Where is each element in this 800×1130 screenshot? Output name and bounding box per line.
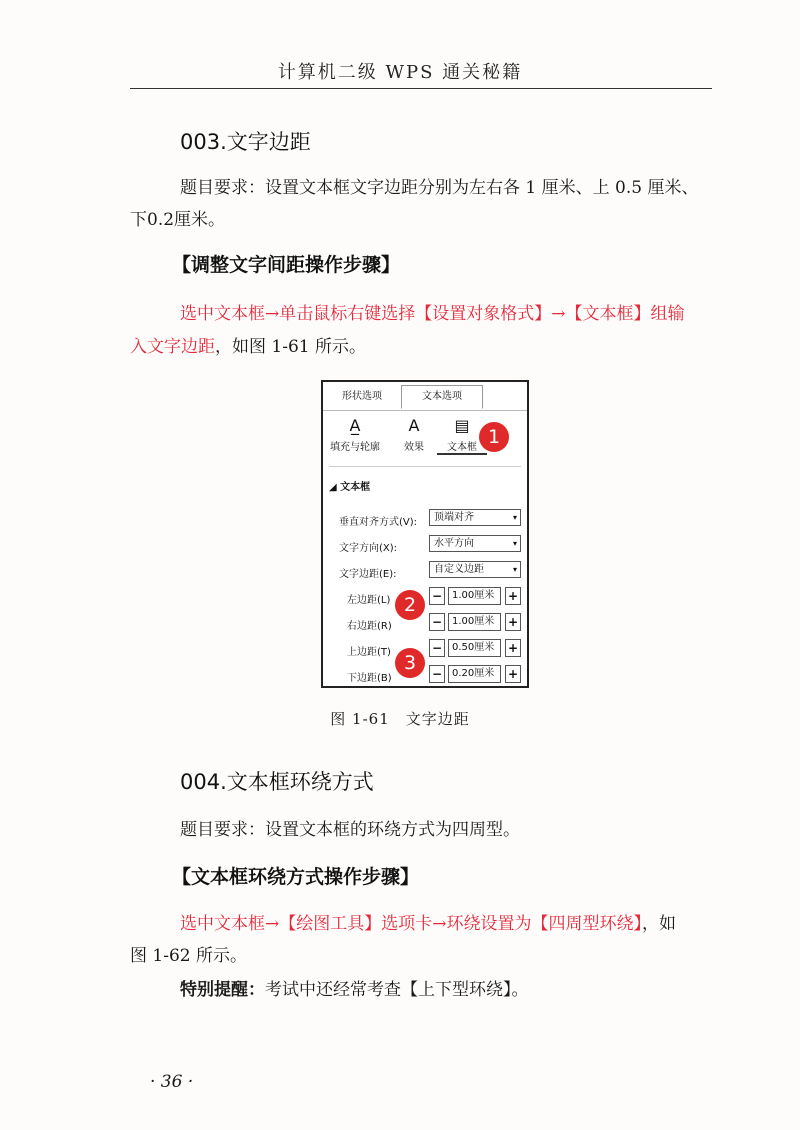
decrement-button[interactable]: − <box>429 613 445 631</box>
section-heading-004: 004.文本框环绕方式 <box>180 770 374 794</box>
increment-button[interactable]: + <box>505 639 521 657</box>
step-badge-1: 1 <box>479 422 509 452</box>
chevron-down-icon: ▾ <box>512 565 517 574</box>
icon-tab-label: 填充与轮廓 <box>330 442 380 453</box>
decrement-button[interactable]: − <box>429 587 445 605</box>
bottom-margin-input[interactable]: 0.20厘米 <box>448 665 501 683</box>
decrement-button[interactable]: − <box>429 665 445 683</box>
right-margin-stepper[interactable] <box>429 613 521 631</box>
step-badge-2: 2 <box>395 590 425 620</box>
vertical-align-select[interactable] <box>429 509 521 526</box>
decrement-button[interactable]: − <box>429 639 445 657</box>
textbox-icon: ▤ <box>454 416 470 435</box>
steps-004-line-2: 图 1-62 所示。 <box>130 946 247 966</box>
special-tip-label: 特别提醒： <box>180 980 265 1000</box>
top-margin-input[interactable]: 0.50厘米 <box>448 639 501 657</box>
increment-button[interactable]: + <box>505 613 521 631</box>
chevron-down-icon: ▾ <box>512 513 517 522</box>
requirement-line-2: 下0.2厘米。 <box>130 210 226 230</box>
header-rule <box>130 88 712 89</box>
running-header: 计算机二级 WPS 通关秘籍 <box>277 62 523 83</box>
steps-004-line-1-red: 选中文本框→【绘图工具】选项卡→环绕设置为【四周型环绕】 <box>180 914 642 934</box>
step-badge-3: 3 <box>395 648 425 678</box>
section-heading-003: 003.文字边距 <box>180 130 311 154</box>
special-tip-text: 考试中还经常考查【上下型环绕】。 <box>265 980 529 1000</box>
textbox-section-title[interactable]: ◢ 文本框 <box>329 482 371 493</box>
left-margin-input[interactable]: 1.00厘米 <box>448 587 501 605</box>
chevron-down-icon: ▾ <box>512 539 517 548</box>
top-margin-label: 上边距(T) <box>347 647 391 658</box>
right-margin-input[interactable]: 1.00厘米 <box>448 613 501 631</box>
top-margin-stepper[interactable] <box>429 639 521 657</box>
format-object-panel-screenshot <box>321 380 529 688</box>
right-margin-label: 右边距(R) <box>347 621 392 632</box>
steps-line-1: 选中文本框→单击鼠标右键选择【设置对象格式】→【文本框】组输 <box>180 304 685 324</box>
requirement-004: 题目要求：设置文本框的环绕方式为四周型。 <box>180 820 520 840</box>
steps-004-line-1-rest: ，如 <box>642 914 676 934</box>
increment-button[interactable]: + <box>505 587 521 605</box>
vertical-align-value: 顶端对齐 <box>434 512 474 523</box>
increment-button[interactable]: + <box>505 665 521 683</box>
special-tip <box>180 974 529 1006</box>
steps-line-2 <box>130 331 366 363</box>
text-direction-value: 水平方向 <box>434 538 474 549</box>
icon-tab-fill-outline[interactable] <box>325 416 385 453</box>
fill-outline-icon: A̲ <box>349 416 361 435</box>
bottom-margin-stepper[interactable] <box>429 665 521 683</box>
icon-tab-effects[interactable] <box>389 416 439 453</box>
steps-heading-004: 【文本框环绕方式操作步骤】 <box>172 866 420 888</box>
figure-caption: 图 1-61 文字边距 <box>330 710 470 728</box>
tab-shape-options[interactable]: 形状选项 <box>342 391 382 402</box>
text-direction-select[interactable] <box>429 535 521 552</box>
requirement-line-1: 题目要求：设置文本框文字边距分别为左右各 1 厘米、上 0.5 厘米、 <box>180 178 699 198</box>
left-margin-stepper[interactable] <box>429 587 521 605</box>
text-direction-label: 文字方向(X): <box>339 543 398 554</box>
vertical-align-label: 垂直对齐方式(V): <box>339 517 418 528</box>
panel-tab-bar <box>323 382 527 411</box>
steps-line-2-rest: ，如图 1-61 所示。 <box>215 337 366 357</box>
icon-tab-label: 文本框 <box>437 438 487 455</box>
icon-tab-label: 效果 <box>404 442 424 453</box>
steps-004-line-1 <box>180 908 676 940</box>
tab-text-options[interactable]: 文本选项 <box>401 385 483 409</box>
steps-line-2-red: 入文字边距 <box>130 337 215 357</box>
bottom-margin-label: 下边距(B) <box>347 673 392 684</box>
section-divider <box>329 466 521 467</box>
page-number: · 36 · <box>150 1072 194 1092</box>
steps-heading-003: 【调整文字间距操作步骤】 <box>172 254 401 276</box>
text-margin-select[interactable] <box>429 561 521 578</box>
left-margin-label: 左边距(L) <box>347 595 391 606</box>
text-margin-value: 自定义边距 <box>434 564 484 575</box>
effects-icon: A <box>408 416 420 435</box>
text-margin-label: 文字边距(E): <box>339 569 397 580</box>
